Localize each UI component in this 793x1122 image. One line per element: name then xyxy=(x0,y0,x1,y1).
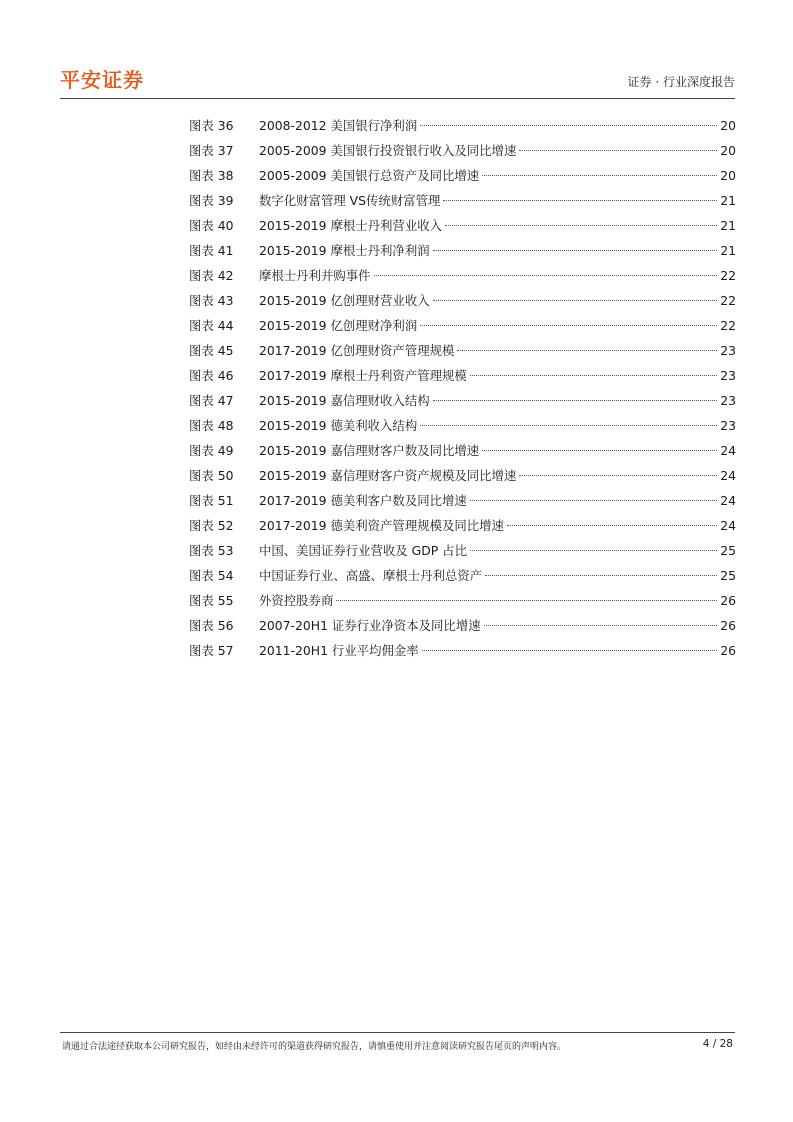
figure-page-number: 24 xyxy=(720,443,736,458)
toc-entry[interactable] xyxy=(189,488,736,513)
dot-leader xyxy=(422,650,718,651)
figure-number: 图表 36 xyxy=(189,118,234,133)
figure-title: 2005-2009 美国银行总资产及同比增速 xyxy=(259,168,480,183)
report-type-label: 证券 · 行业深度报告 xyxy=(627,75,735,89)
dot-leader xyxy=(519,475,717,476)
figure-page-number: 22 xyxy=(720,318,736,333)
dot-leader xyxy=(470,550,717,551)
figure-title: 中国、美国证券行业营收及 GDP 占比 xyxy=(259,543,467,558)
figure-page-number: 20 xyxy=(720,118,736,133)
figure-page-number: 25 xyxy=(720,568,736,583)
figure-number: 图表 48 xyxy=(189,418,234,433)
figure-number: 图表 56 xyxy=(189,618,234,633)
figure-title: 外资控股券商 xyxy=(259,593,334,608)
dot-leader xyxy=(420,325,717,326)
figure-number: 图表 38 xyxy=(189,168,234,183)
dot-leader xyxy=(443,200,717,201)
page-header xyxy=(60,56,735,99)
figure-page-number: 20 xyxy=(720,168,736,183)
dot-leader xyxy=(519,150,717,151)
figure-title: 2008-2012 美国银行净利润 xyxy=(259,118,418,133)
toc-entry[interactable] xyxy=(189,438,736,463)
figure-page-number: 23 xyxy=(720,418,736,433)
dot-leader xyxy=(433,400,718,401)
toc-entry[interactable] xyxy=(189,588,736,613)
figure-page-number: 26 xyxy=(720,618,736,633)
figure-number: 图表 43 xyxy=(189,293,234,308)
dot-leader xyxy=(485,575,717,576)
dot-leader xyxy=(482,450,717,451)
toc-entry[interactable] xyxy=(189,138,736,163)
dot-leader xyxy=(470,500,717,501)
figure-number: 图表 51 xyxy=(189,493,234,508)
toc-entry[interactable] xyxy=(189,638,736,663)
dot-leader xyxy=(507,525,717,526)
disclaimer-text: 请通过合法途径获取本公司研究报告，如经由未经许可的渠道获得研究报告，请慎重使用并注意阅读研究报告尾页的声明内容。 xyxy=(62,1042,567,1052)
dot-leader xyxy=(336,600,717,601)
figure-page-number: 26 xyxy=(720,643,736,658)
toc-entry[interactable] xyxy=(189,463,736,488)
toc-entry[interactable] xyxy=(189,113,736,138)
figure-page-number: 21 xyxy=(720,193,736,208)
dot-leader xyxy=(433,250,718,251)
figure-title: 2015-2019 摩根士丹利净利润 xyxy=(259,243,430,258)
figure-number: 图表 52 xyxy=(189,518,234,533)
figure-number: 图表 44 xyxy=(189,318,234,333)
figure-page-number: 23 xyxy=(720,343,736,358)
figure-page-number: 23 xyxy=(720,368,736,383)
page-number: 4 / 28 xyxy=(702,1038,733,1050)
toc-entry[interactable] xyxy=(189,513,736,538)
toc-entry[interactable] xyxy=(189,538,736,563)
figure-number: 图表 57 xyxy=(189,643,234,658)
figure-title: 2015-2019 嘉信理财客户资产规模及同比增速 xyxy=(259,468,517,483)
dot-leader xyxy=(433,300,718,301)
company-logo: 平安证券 xyxy=(60,68,144,92)
figure-number: 图表 42 xyxy=(189,268,234,283)
figure-number: 图表 37 xyxy=(189,143,234,158)
figure-number: 图表 46 xyxy=(189,368,234,383)
toc-entry[interactable] xyxy=(189,388,736,413)
dot-leader xyxy=(445,225,717,226)
toc-entry[interactable] xyxy=(189,188,736,213)
figure-number: 图表 45 xyxy=(189,343,234,358)
figure-title: 2015-2019 嘉信理财收入结构 xyxy=(259,393,430,408)
toc-entry[interactable] xyxy=(189,413,736,438)
figure-title: 摩根士丹利并购事件 xyxy=(259,268,371,283)
dot-leader xyxy=(482,175,717,176)
figure-title: 2017-2019 摩根士丹利资产管理规模 xyxy=(259,368,467,383)
figure-title: 数字化财富管理 VS传统财富管理 xyxy=(259,193,441,208)
figure-page-number: 24 xyxy=(720,493,736,508)
figure-number: 图表 39 xyxy=(189,193,234,208)
toc-entry[interactable] xyxy=(189,313,736,338)
figure-page-number: 20 xyxy=(720,143,736,158)
figure-page-number: 23 xyxy=(720,393,736,408)
figure-title: 2015-2019 嘉信理财客户数及同比增速 xyxy=(259,443,480,458)
figure-page-number: 22 xyxy=(720,293,736,308)
figure-index-list xyxy=(189,113,736,663)
figure-page-number: 26 xyxy=(720,593,736,608)
figure-page-number: 24 xyxy=(720,518,736,533)
toc-entry[interactable] xyxy=(189,363,736,388)
dot-leader xyxy=(420,425,717,426)
figure-title: 2005-2009 美国银行投资银行收入及同比增速 xyxy=(259,143,517,158)
figure-number: 图表 49 xyxy=(189,443,234,458)
figure-title: 2017-2019 德美利资产管理规模及同比增速 xyxy=(259,518,504,533)
dot-leader xyxy=(374,275,718,276)
figure-number: 图表 47 xyxy=(189,393,234,408)
figure-title: 2017-2019 德美利客户数及同比增速 xyxy=(259,493,467,508)
toc-entry[interactable] xyxy=(189,213,736,238)
figure-number: 图表 53 xyxy=(189,543,234,558)
figure-title: 2015-2019 亿创理财营业收入 xyxy=(259,293,430,308)
figure-title: 2007-20H1 证券行业净资本及同比增速 xyxy=(259,618,481,633)
figure-number: 图表 41 xyxy=(189,243,234,258)
figure-number: 图表 55 xyxy=(189,593,234,608)
figure-page-number: 21 xyxy=(720,218,736,233)
toc-entry[interactable] xyxy=(189,288,736,313)
figure-number: 图表 50 xyxy=(189,468,234,483)
figure-page-number: 22 xyxy=(720,268,736,283)
figure-number: 图表 54 xyxy=(189,568,234,583)
figure-title: 2011-20H1 行业平均佣金率 xyxy=(259,643,419,658)
dot-leader xyxy=(484,625,718,626)
dot-leader xyxy=(470,375,717,376)
figure-title: 2017-2019 亿创理财资产管理规模 xyxy=(259,343,455,358)
figure-title: 2015-2019 德美利收入结构 xyxy=(259,418,418,433)
figure-title: 2015-2019 摩根士丹利营业收入 xyxy=(259,218,442,233)
toc-entry[interactable] xyxy=(189,238,736,263)
figure-page-number: 25 xyxy=(720,543,736,558)
toc-entry[interactable] xyxy=(189,163,736,188)
toc-entry[interactable] xyxy=(189,263,736,288)
toc-entry[interactable] xyxy=(189,613,736,638)
figure-page-number: 21 xyxy=(720,243,736,258)
figure-number: 图表 40 xyxy=(189,218,234,233)
figure-page-number: 24 xyxy=(720,468,736,483)
toc-entry[interactable] xyxy=(189,338,736,363)
toc-entry[interactable] xyxy=(189,563,736,588)
figure-title: 2015-2019 亿创理财净利润 xyxy=(259,318,418,333)
dot-leader xyxy=(420,125,717,126)
figure-title: 中国证券行业、高盛、摩根士丹利总资产 xyxy=(259,568,483,583)
dot-leader xyxy=(457,350,717,351)
page-footer xyxy=(60,1032,735,1057)
